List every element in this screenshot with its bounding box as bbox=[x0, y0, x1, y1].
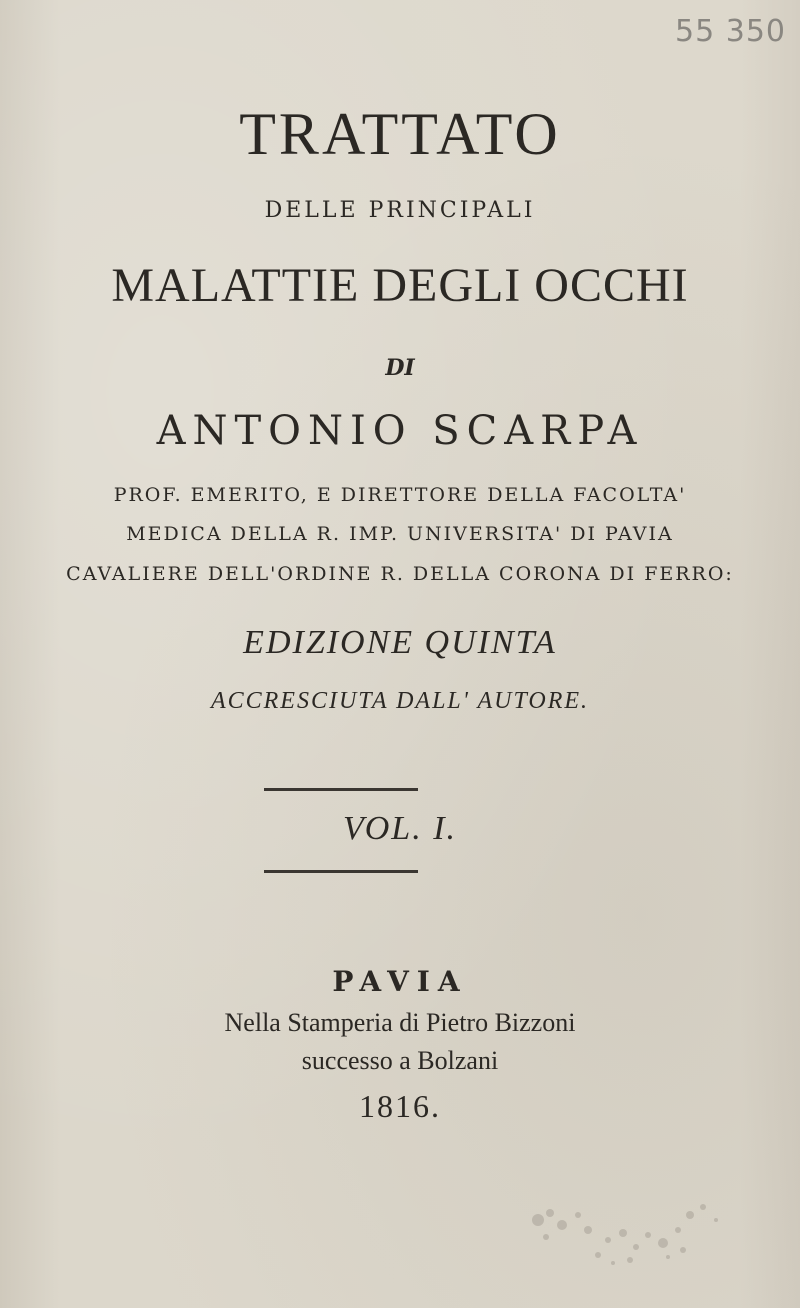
subtitle-line-1: DELLE PRINCIPALI bbox=[264, 198, 536, 223]
subtitle-line-2: MALATTIE DEGLI OCCHI bbox=[111, 259, 689, 312]
imprint-printer: Nella Stamperia di Pietro Bizzoni bbox=[224, 1008, 576, 1037]
imprint-year: 1816. bbox=[359, 1088, 441, 1124]
author-credential-2: MEDICA DELLA R. IMP. UNIVERSITA' DI PAVIA bbox=[126, 523, 674, 545]
book-title: TRATTATO bbox=[239, 101, 561, 167]
author-credential-3: CAVALIERE DELL'ORDINE R. DELLA CORONA DI FERRO: bbox=[66, 563, 734, 585]
author-name: ANTONIO SCARPA bbox=[156, 408, 644, 454]
imprint-city: PAVIA bbox=[332, 965, 468, 998]
imprint-successor: successo a Bolzani bbox=[301, 1046, 499, 1075]
by-label: DI bbox=[385, 355, 415, 381]
faded-library-stamp bbox=[518, 1185, 738, 1280]
edition-label: EDIZIONE QUINTA bbox=[243, 624, 557, 661]
divider-bottom bbox=[264, 870, 418, 873]
handwritten-shelfmark: 55 350 bbox=[675, 14, 786, 49]
edition-note: ACCRESCIUTA DALL' AUTORE. bbox=[210, 688, 590, 714]
author-credential-1: PROF. EMERITO, E DIRETTORE DELLA FACOLTA' bbox=[113, 484, 687, 506]
divider-top bbox=[264, 788, 418, 791]
volume-label: VOL. I. bbox=[342, 810, 458, 847]
